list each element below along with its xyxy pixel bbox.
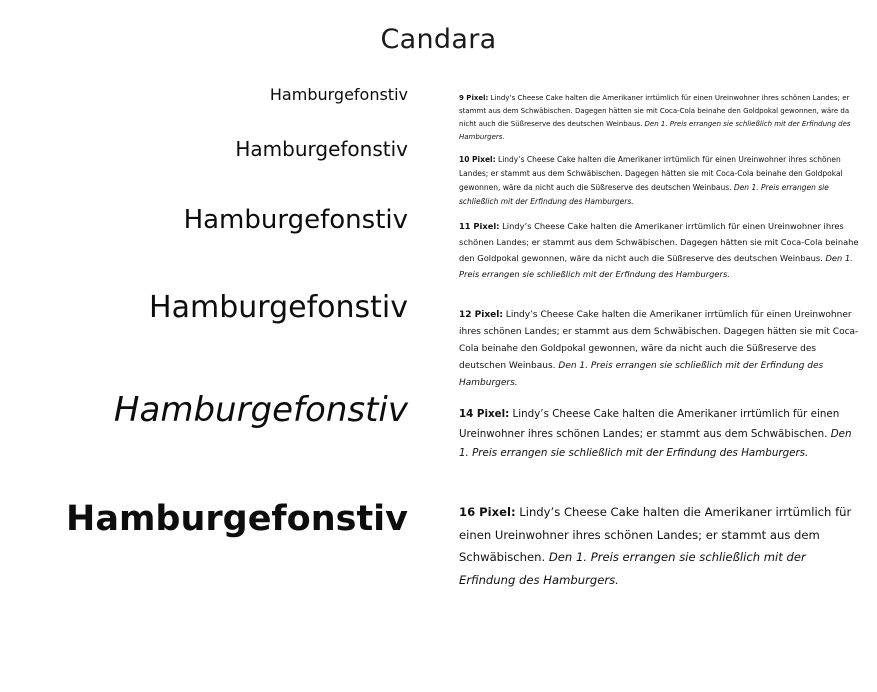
paragraph-italic-tail: Den 1. Preis errangen sie schließlich mit der Erfindung des Hamburgers. [459, 361, 824, 388]
paragraph-body: Lindy’s Cheese Cake halten die Amerikaner irrtümlich für einen Ureinwohner ihres schönen Landes; er stammt aus dem Schwäbischen. Dagegen hätten sie mit Coca-Cola beinahe den Goldpokal gewonnen, wäre da nicht auch die Süßreserve des deutschen Weinbaus. [459, 94, 850, 128]
sample-text-bold: Hamburgefonstiv [66, 499, 408, 539]
paragraph-10px [459, 153, 859, 209]
sample-text-size-1: Hamburgefonstiv [269, 85, 408, 104]
paragraph-size-label: 9 Pixel: [459, 94, 489, 102]
paragraph-size-label: 12 Pixel: [459, 310, 503, 320]
paragraph-size-label: 16 Pixel: [459, 505, 516, 519]
sample-text-size-2: Hamburgefonstiv [235, 137, 408, 161]
paragraph-16px [459, 501, 859, 591]
sample-text-size-4: Hamburgefonstiv [149, 290, 408, 325]
paragraph-body: Lindy’s Cheese Cake halten die Amerikaner irrtümlich für einen Ureinwohner ihres schönen Landes; er stammt aus dem Schwäbischen. [459, 505, 852, 564]
paragraph-14px [459, 405, 859, 464]
paragraph-italic-tail: Den 1. Preis errangen sie schließlich mit der Erfindung des Hamburgers. [459, 253, 853, 279]
sample-text-italic: Hamburgefonstiv [113, 390, 408, 430]
paragraph-italic-tail: Den 1. Preis errangen sie schließlich mit der Erfindung des Hamburgers. [459, 550, 806, 587]
paragraph-body: Lindy’s Cheese Cake halten die Amerikaner irrtümlich für einen Ureinwohner ihres schönen Landes; er stammt aus dem Schwäbischen. [459, 408, 840, 440]
paragraph-body: Lindy’s Cheese Cake halten die Amerikaner irrtümlich für einen Ureinwohner ihres schönen Landes; er stammt aus dem Schwäbischen. Dagegen hätten sie mit Coca-Cola beinahe den Goldpokal gewonnen, wäre da nicht auch die Süßreserve des deutschen Weinbaus. [459, 221, 859, 263]
paragraph-9px [459, 92, 859, 144]
paragraph-size-label: 11 Pixel: [459, 221, 500, 231]
paragraph-italic-tail: Den 1. Preis errangen sie schließlich mit der Erfindung des Hamburgers. [459, 183, 829, 206]
paragraph-italic-tail: Den 1. Preis errangen sie schließlich mit der Erfindung des Hamburgers. [459, 120, 851, 141]
sample-text-size-3: Hamburgefonstiv [183, 205, 408, 235]
paragraph-body: Lindy’s Cheese Cake halten die Amerikaner irrtümlich für einen Ureinwohner ihres schönen Landes; er stammt aus dem Schwäbischen. Dagegen hätten sie mit Coca-Cola beinahe den Goldpokal gewonnen, wäre da nicht auch die Süßreserve des deutschen Weinbaus. [459, 310, 859, 371]
paragraph-size-label: 14 Pixel: [459, 408, 510, 420]
paragraph-italic-tail: Den 1. Preis errangen sie schließlich mit der Erfindung des Hamburgers. [459, 427, 852, 459]
font-title: Candara [380, 24, 497, 55]
paragraph-size-label: 10 Pixel: [459, 155, 496, 164]
paragraph-11px [459, 218, 859, 282]
paragraph-body: Lindy’s Cheese Cake halten die Amerikaner irrtümlich für einen Ureinwohner ihres schönen Landes; er stammt aus dem Schwäbischen. Dagegen hätten sie mit Coca-Cola beinahe den Goldpokal gewonnen, wäre da nicht auch die Süßreserve des deutschen Weinbaus. [459, 155, 843, 192]
paragraph-12px [459, 307, 859, 392]
